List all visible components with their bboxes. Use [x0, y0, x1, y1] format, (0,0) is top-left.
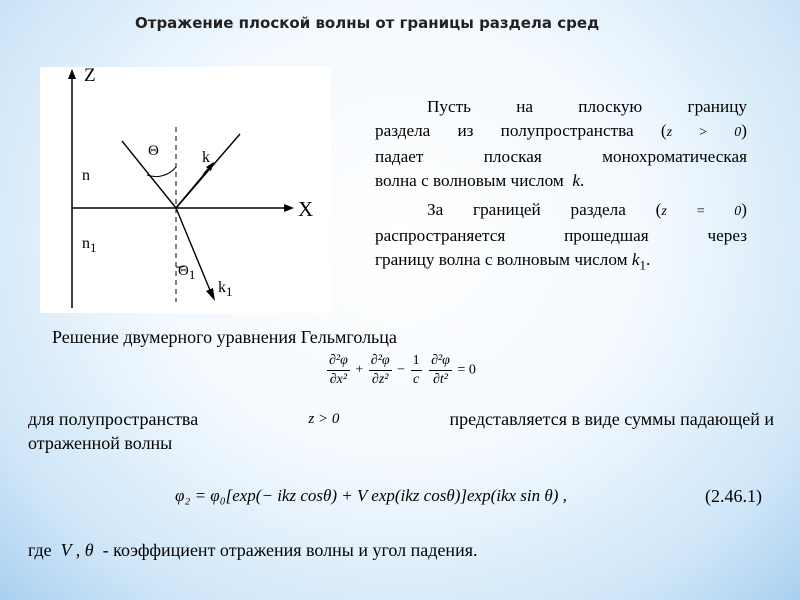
helmholtz-equation: $\frac{\text{∂²φ}}{\text{∂x²}}$ + $\frac{\text{∂²φ}}{\text{∂z²}}$ − $\frac{1}{c}$ $\frac{\text{∂²φ}}{\text{∂t²}}$ = 0 [329, 353, 476, 387]
slide-title: Отражение плоской волны от границы раздела сред [135, 14, 600, 32]
medium-n-label: n [82, 167, 90, 184]
frac-c: $\frac{1}{c}$ [412, 353, 420, 387]
equation-2-46-1: φ₂ = φ₀[exp(− ikz cosθ) + V exp(ikz cosθ)]exp(ikx sin θ) , [175, 486, 567, 505]
text-halfspace: для полупространства z > 0 представляется в виде суммы падающей и [28, 409, 774, 429]
z-axis-arrow [68, 69, 76, 79]
reflection-diagram [40, 67, 331, 313]
k1-label: $k_1$ [218, 279, 233, 300]
paragraph-transmitted: За границей раздела (z = 0) распространяется прошедшая через границу волна с волновым числом $k_1$. [375, 200, 748, 273]
frac-x: $\frac{\text{∂²φ}}{\text{∂x²}}$ [329, 353, 348, 387]
text-reflected-wave: отраженной волны [28, 433, 173, 453]
theta-label: Θ [148, 143, 159, 159]
z-axis-label: Z [84, 65, 96, 86]
theta-arc [147, 167, 176, 177]
paragraph-incident: Пусть на плоскую границу раздела из полупространства (z > 0) падает плоская монохроматическая волна с волновым числом k. [375, 97, 747, 190]
k-label: k [202, 149, 210, 166]
medium-n1-label: $n_1$ [82, 235, 97, 256]
equation-number: (2.46.1) [705, 486, 762, 506]
k1-arrowhead [206, 288, 215, 301]
text-where: где V , θ - коэффициент отражения волны и угол падения. [28, 540, 478, 560]
k-vector [176, 165, 212, 208]
frac-t: $\frac{\text{∂²φ}}{\text{∂t²}}$ [431, 353, 450, 387]
x-axis-label: X [298, 197, 314, 221]
helmholtz-caption: Решение двумерного уравнения Гельмгольца [52, 327, 397, 347]
theta1-label: $\Theta_1$ [178, 263, 196, 282]
frac-z: $\frac{\text{∂²φ}}{\text{∂z²}}$ [370, 353, 390, 387]
x-axis-arrow [284, 204, 294, 212]
